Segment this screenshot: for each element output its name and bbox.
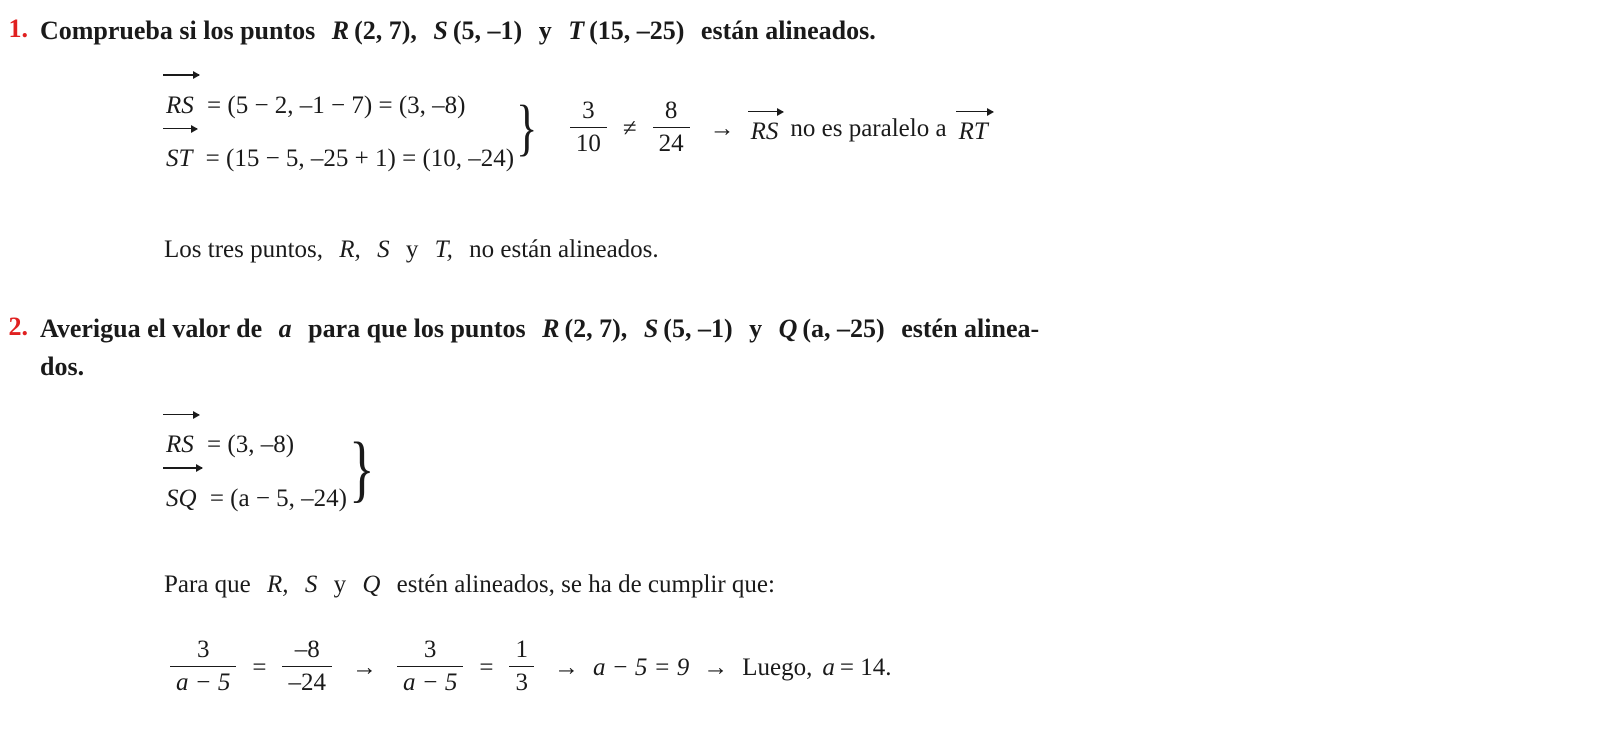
fraction-minus8-minus24: $\frac{-8}{-24}$	[282, 636, 332, 697]
exercise-2-row1-expression: = (3, –8)	[207, 431, 295, 459]
point-s-coords: (5, –1)	[452, 16, 523, 45]
exercise-1-number: 1.	[8, 14, 28, 43]
vector-rs: RS	[164, 421, 196, 469]
point-s-label: S	[433, 16, 448, 45]
condition-point-s: S	[304, 571, 318, 599]
exercise-2-system	[164, 415, 1600, 522]
point-t-coords: (15, –25)	[589, 16, 685, 45]
result-variable: a	[822, 654, 835, 682]
exercise-2-statement	[40, 310, 1039, 385]
exercise-2-system-rows	[164, 415, 347, 522]
exercise-1-system-row-2	[164, 129, 514, 183]
exercise-2-final-equation	[164, 635, 1600, 699]
vector-rt-conclusion: RT	[957, 118, 990, 146]
implies-arrow-icon: →	[709, 115, 735, 143]
exercise-2-system-row-2	[164, 469, 347, 523]
exercise-1-system-rows	[164, 76, 514, 183]
condition-suffix: estén alineados, se ha de cumplir que:	[396, 571, 775, 599]
fraction-3-10: $\frac{3}{10}$	[570, 97, 607, 158]
vector-arrow-icon	[956, 111, 993, 113]
system-brace-icon: }	[516, 94, 538, 163]
statement-mid: para que los puntos	[308, 314, 526, 343]
point-r-label: R	[331, 16, 350, 45]
exercise-1-system-row-1	[164, 76, 514, 130]
vector-st: ST	[164, 135, 194, 183]
equals-sign-1: =	[252, 654, 267, 682]
exercise-2-header	[0, 310, 1600, 385]
variable-a: a	[278, 314, 292, 343]
point-q-label: Q	[778, 314, 798, 343]
fraction-1-3: $\frac{1}{3}$	[509, 636, 534, 697]
vector-rs: RS	[164, 82, 196, 130]
exercise-2-number: 2.	[8, 312, 28, 341]
point-t-label: T	[568, 16, 585, 45]
vector-rs-conclusion: RS	[749, 118, 781, 146]
exercise-1-statement	[40, 12, 876, 50]
not-equal-sign: ≠	[622, 115, 637, 143]
result-value: = 14.	[839, 654, 892, 682]
implies-arrow-icon-3: →	[703, 654, 729, 682]
exercise-1-conclusion	[564, 96, 990, 160]
final-text-prefix: Los tres puntos,	[164, 235, 324, 263]
final-point-s: S	[377, 235, 390, 263]
final-point-t: T,	[434, 235, 453, 263]
point-s-label: S	[643, 314, 659, 343]
statement-tail2: dos.	[40, 351, 85, 381]
condition-point-r: R,	[267, 571, 289, 599]
exercise-1-row2-expression: = (15 − 5, –25 + 1) = (10, –24)	[205, 145, 515, 173]
statement-lead: Averigua el valor de	[40, 314, 263, 343]
implies-arrow-icon-1: →	[351, 654, 377, 682]
point-r-label: R	[542, 314, 560, 343]
equation-step: a − 5 = 9	[592, 654, 690, 682]
statement-conj: y	[538, 16, 552, 45]
point-r-coords: (2, 7),	[564, 314, 628, 343]
point-r-coords: (2, 7),	[354, 16, 417, 45]
statement-tail: estén alinea-	[901, 314, 1040, 343]
result-label: Luego,	[742, 654, 813, 682]
vector-arrow-icon	[163, 74, 199, 76]
vector-arrow-icon	[163, 414, 199, 416]
system-brace-icon: }	[349, 427, 375, 510]
vector-arrow-icon	[163, 467, 202, 469]
vector-arrow-icon	[748, 111, 784, 113]
exercise-1-system	[164, 76, 1600, 183]
exercise-1	[0, 12, 1600, 268]
equals-sign-2: =	[479, 654, 494, 682]
point-s-coords: (5, –1)	[663, 314, 733, 343]
implies-arrow-icon-2: →	[553, 654, 579, 682]
vector-arrow-icon	[163, 128, 197, 130]
statement-lead: Comprueba si los puntos	[40, 16, 316, 45]
final-text-suffix: no están alineados.	[469, 235, 659, 263]
exercise-2-system-row-1	[164, 415, 347, 469]
vector-sq: SQ	[164, 475, 199, 523]
statement-conj: y	[749, 314, 763, 343]
exercise-1-row1-expression: = (5 − 2, –1 − 7) = (3, –8)	[207, 91, 466, 119]
final-text-conj: y	[405, 235, 419, 263]
point-q-coords: (a, –25)	[802, 314, 885, 343]
exercise-1-final-text	[164, 231, 1600, 269]
exercise-2-row2-expression: = (a − 5, –24)	[209, 484, 348, 512]
fraction-3-over-a-minus-5-b: $\frac{3}{a - 5}$	[397, 636, 463, 697]
condition-prefix: Para que	[164, 571, 251, 599]
final-point-r: R,	[339, 235, 361, 263]
exercise-2	[0, 310, 1600, 699]
condition-point-q: Q	[362, 571, 381, 599]
conclusion-middle-text: no es paralelo a	[790, 115, 947, 143]
statement-tail: están alineados.	[700, 16, 876, 45]
exercise-1-header	[0, 12, 1600, 50]
fraction-3-over-a-minus-5: $\frac{3}{a - 5}$	[170, 636, 236, 697]
fraction-8-24: $\frac{8}{24}$	[653, 97, 690, 158]
exercise-2-condition-text	[164, 566, 1600, 604]
condition-conj: y	[333, 571, 347, 599]
